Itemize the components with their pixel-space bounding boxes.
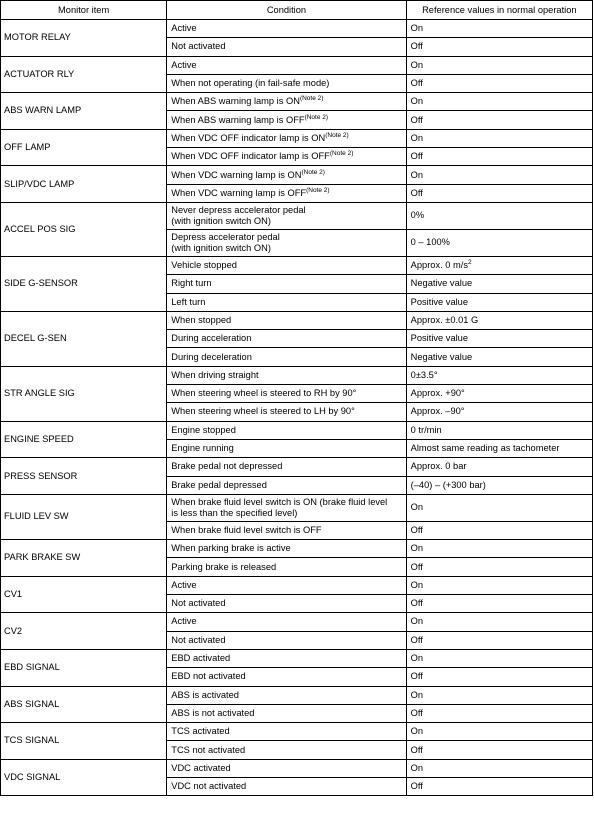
condition-cell xyxy=(167,148,406,166)
header-monitor-item: Monitor item xyxy=(1,1,167,20)
condition-cell xyxy=(167,723,406,741)
reference-value-text: Off xyxy=(410,634,423,645)
condition-text: When VDC warning lamp is ON xyxy=(171,169,302,180)
reference-value-cell xyxy=(406,111,592,129)
condition-cell xyxy=(167,385,406,403)
condition-cell xyxy=(167,704,406,722)
reference-value-text: Approx. 0 m/s xyxy=(410,260,469,271)
condition-cell xyxy=(167,256,406,274)
reference-value-cell xyxy=(406,631,592,649)
table-row xyxy=(1,56,593,74)
monitor-item-cell: PRESS SENSOR xyxy=(1,458,167,495)
reference-value-text: (–40) – (+300 bar) xyxy=(410,479,486,490)
table-row xyxy=(1,20,593,38)
condition-text: Brake pedal not depressed xyxy=(171,461,283,472)
reference-value-cell xyxy=(406,421,592,439)
note-reference: (Note 2) xyxy=(304,113,329,121)
reference-value-cell xyxy=(406,458,592,476)
condition-text: Active xyxy=(171,23,197,34)
condition-text: VDC activated xyxy=(171,762,231,773)
condition-cell xyxy=(167,56,406,74)
condition-text: VDC not activated xyxy=(171,781,247,792)
reference-value-text: On xyxy=(410,543,424,554)
reference-value-text: On xyxy=(410,579,424,590)
reference-value-text: On xyxy=(410,169,424,180)
monitor-item-cell: FLUID LEV SW xyxy=(1,494,167,539)
condition-cell xyxy=(167,759,406,777)
reference-value-cell xyxy=(406,38,592,56)
reference-value-cell xyxy=(406,56,592,74)
condition-line: Never depress accelerator pedal xyxy=(171,204,306,215)
table-row xyxy=(1,93,593,111)
condition-text: When ABS warning lamp is OFF xyxy=(171,114,305,125)
condition-cell xyxy=(167,558,406,576)
table-row xyxy=(1,540,593,558)
condition-text: Not activated xyxy=(171,598,226,609)
reference-value-cell xyxy=(406,74,592,92)
condition-text: Not activated xyxy=(171,41,226,52)
condition-text: Vehicle stopped xyxy=(171,260,237,271)
reference-value-text: Positive value xyxy=(410,296,469,307)
condition-cell xyxy=(167,521,406,539)
reference-value-text: Off xyxy=(410,41,423,52)
reference-value-cell xyxy=(406,540,592,558)
reference-value-cell xyxy=(406,293,592,311)
reference-value-text: On xyxy=(410,653,424,664)
condition-text: When parking brake is active xyxy=(171,543,291,554)
reference-value-cell xyxy=(406,704,592,722)
condition-text: Active xyxy=(171,579,197,590)
header-condition: Condition xyxy=(167,1,406,20)
reference-value-cell xyxy=(406,311,592,329)
reference-value-text: Approx. ±0.01 G xyxy=(410,315,479,325)
monitor-item-cell: STR ANGLE SIG xyxy=(1,366,167,421)
reference-value-text: 0 tr/min xyxy=(410,424,442,435)
reference-value-text: Almost same reading as tachometer xyxy=(410,443,560,454)
condition-cell xyxy=(167,403,406,421)
condition-cell xyxy=(167,74,406,92)
condition-cell xyxy=(167,229,406,256)
reference-value-text: On xyxy=(410,59,424,70)
condition-text: When brake fluid level switch is OFF xyxy=(171,524,322,535)
table-row xyxy=(1,649,593,667)
reference-value-text: Off xyxy=(410,524,423,535)
reference-value-text: 0 – 100% xyxy=(410,237,450,248)
note-reference: (Note 2) xyxy=(329,150,354,158)
condition-text: ABS is not activated xyxy=(171,707,255,718)
condition-text: During deceleration xyxy=(171,351,252,362)
note-reference: (Note 2) xyxy=(325,131,349,139)
condition-cell xyxy=(167,458,406,476)
condition-text: When steering wheel is steered to RH by 90° xyxy=(171,388,357,399)
condition-text: TCS activated xyxy=(171,726,230,737)
condition-text: During acceleration xyxy=(171,333,252,344)
reference-value-cell xyxy=(406,229,592,256)
reference-value-cell xyxy=(406,348,592,366)
reference-value-text: On xyxy=(410,689,424,700)
monitor-item-cell: ABS SIGNAL xyxy=(1,686,167,723)
reference-value-cell xyxy=(406,20,592,38)
reference-value-text: On xyxy=(410,23,424,34)
reference-value-text: Off xyxy=(410,744,423,755)
condition-cell xyxy=(167,439,406,457)
reference-value-cell xyxy=(406,668,592,686)
reference-value-cell xyxy=(406,148,592,166)
table-row xyxy=(1,366,593,384)
condition-cell xyxy=(167,184,406,202)
condition-line: (with ignition switch ON) xyxy=(171,242,271,253)
monitor-item-cell: SLIP/VDC LAMP xyxy=(1,166,167,203)
condition-cell xyxy=(167,38,406,56)
condition-text: Active xyxy=(171,616,197,627)
reference-value-text: On xyxy=(410,726,424,737)
reference-value-cell xyxy=(406,649,592,667)
condition-text: Parking brake is released xyxy=(171,561,277,572)
condition-cell xyxy=(167,111,406,129)
table-row xyxy=(1,166,593,184)
condition-text: EBD activated xyxy=(171,653,231,664)
monitor-item-cell: ACCEL POS SIG xyxy=(1,202,167,256)
table-row xyxy=(1,202,593,229)
condition-text: Not activated xyxy=(171,634,226,645)
reference-value-text: On xyxy=(410,616,424,627)
condition-text: ABS is activated xyxy=(171,689,239,700)
condition-cell xyxy=(167,649,406,667)
monitor-item-cell: MOTOR RELAY xyxy=(1,20,167,57)
condition-cell xyxy=(167,476,406,494)
condition-line: Depress accelerator pedal xyxy=(171,231,280,242)
reference-value-cell xyxy=(406,476,592,494)
table-row xyxy=(1,723,593,741)
condition-cell xyxy=(167,595,406,613)
reference-value-text: Positive value xyxy=(410,333,469,344)
reference-value-cell xyxy=(406,129,592,147)
monitor-item-cell: CV2 xyxy=(1,613,167,650)
monitor-item-cell: PARK BRAKE SW xyxy=(1,540,167,577)
monitor-item-cell: DECEL G-SEN xyxy=(1,311,167,366)
monitor-item-cell: ACTUATOR RLY xyxy=(1,56,167,93)
table-row xyxy=(1,686,593,704)
reference-value-cell xyxy=(406,93,592,111)
monitor-item-cell: ABS WARN LAMP xyxy=(1,93,167,130)
condition-cell xyxy=(167,293,406,311)
reference-value-text: Off xyxy=(410,598,423,609)
monitor-item-cell: VDC SIGNAL xyxy=(1,759,167,796)
reference-value-cell xyxy=(406,330,592,348)
table-row xyxy=(1,421,593,439)
condition-text: Active xyxy=(171,59,197,70)
condition-cell xyxy=(167,777,406,795)
condition-line: When brake fluid level switch is ON (brake fluid level xyxy=(171,496,388,507)
reference-value-cell xyxy=(406,521,592,539)
reference-value-cell xyxy=(406,439,592,457)
reference-value-text: Off xyxy=(410,561,423,572)
condition-text: Engine stopped xyxy=(171,424,236,435)
reference-value-text: 0±3.5° xyxy=(410,369,438,380)
condition-text: EBD not activated xyxy=(171,671,246,682)
condition-cell xyxy=(167,20,406,38)
condition-cell xyxy=(167,366,406,384)
reference-value-cell xyxy=(406,613,592,631)
table-row xyxy=(1,494,593,521)
reference-value-cell xyxy=(406,723,592,741)
reference-value-text: Off xyxy=(410,707,423,718)
condition-cell xyxy=(167,540,406,558)
reference-value-cell xyxy=(406,558,592,576)
condition-cell xyxy=(167,348,406,366)
reference-value-text: On xyxy=(410,132,424,143)
condition-text: When VDC warning lamp is OFF xyxy=(171,187,307,198)
reference-value-cell xyxy=(406,686,592,704)
table-row xyxy=(1,759,593,777)
reference-value-cell xyxy=(406,184,592,202)
condition-text: Right turn xyxy=(171,278,212,289)
reference-value-text: Off xyxy=(410,78,423,89)
reference-value-cell xyxy=(406,202,592,229)
table-body xyxy=(1,20,593,796)
note-reference: (Note 2) xyxy=(306,186,330,194)
reference-value-text: On xyxy=(410,502,424,513)
reference-value-cell xyxy=(406,777,592,795)
condition-text: When steering wheel is steered to LH by 90° xyxy=(171,406,355,417)
table-header-row xyxy=(1,1,593,20)
condition-cell xyxy=(167,330,406,348)
reference-value-text: Approx. –90° xyxy=(410,406,465,417)
table-row xyxy=(1,256,593,274)
reference-value-text: Off xyxy=(410,187,423,198)
reference-value-text: 0% xyxy=(410,210,425,221)
condition-cell xyxy=(167,741,406,759)
condition-cell xyxy=(167,494,406,521)
reference-value-text: On xyxy=(410,96,424,107)
condition-text: When ABS warning lamp is ON xyxy=(171,96,300,107)
condition-text: When VDC OFF indicator lamp is ON xyxy=(171,132,326,143)
condition-cell xyxy=(167,631,406,649)
table-row xyxy=(1,458,593,476)
condition-cell xyxy=(167,202,406,229)
condition-line: is less than the specified level) xyxy=(171,507,298,518)
condition-cell xyxy=(167,686,406,704)
table-row xyxy=(1,129,593,147)
condition-cell xyxy=(167,93,406,111)
reference-value-text: Off xyxy=(410,671,423,682)
reference-value-text: Approx. 0 bar xyxy=(410,461,467,472)
condition-cell xyxy=(167,166,406,184)
condition-text: Left turn xyxy=(171,296,206,307)
condition-text: When stopped xyxy=(171,315,232,325)
reference-value-text: Negative value xyxy=(410,351,473,362)
table-row xyxy=(1,576,593,594)
condition-text: When not operating (in fail-safe mode) xyxy=(171,78,330,89)
reference-value-cell xyxy=(406,166,592,184)
reference-value-text: On xyxy=(410,762,424,773)
condition-cell xyxy=(167,421,406,439)
monitor-item-cell: SIDE G-SENSOR xyxy=(1,256,167,311)
reference-value-cell xyxy=(406,275,592,293)
condition-cell xyxy=(167,576,406,594)
unit-superscript: 2 xyxy=(468,259,472,267)
monitor-item-cell: OFF LAMP xyxy=(1,129,167,166)
note-reference: (Note 2) xyxy=(301,168,325,176)
reference-value-cell xyxy=(406,366,592,384)
condition-line: (with ignition switch ON) xyxy=(171,215,271,226)
condition-cell xyxy=(167,311,406,329)
reference-value-text: Negative value xyxy=(410,278,473,289)
table-row xyxy=(1,613,593,631)
reference-value-text: Off xyxy=(410,114,423,125)
condition-text: TCS not activated xyxy=(171,744,246,755)
table-row xyxy=(1,311,593,329)
reference-value-cell xyxy=(406,403,592,421)
monitor-item-cell: CV1 xyxy=(1,576,167,613)
reference-value-text: Approx. +90° xyxy=(410,388,465,399)
condition-text: When driving straight xyxy=(171,369,259,380)
monitor-item-cell: TCS SIGNAL xyxy=(1,723,167,760)
reference-value-cell xyxy=(406,759,592,777)
reference-value-cell xyxy=(406,385,592,403)
condition-cell xyxy=(167,668,406,686)
monitor-item-cell: ENGINE SPEED xyxy=(1,421,167,458)
reference-value-cell xyxy=(406,494,592,521)
header-reference-values: Reference values in normal operation xyxy=(406,1,592,20)
reference-value-text: Off xyxy=(410,781,423,792)
condition-cell xyxy=(167,129,406,147)
condition-cell xyxy=(167,613,406,631)
condition-text: Engine running xyxy=(171,443,234,454)
note-reference: (Note 2) xyxy=(299,95,324,103)
condition-text: When VDC OFF indicator lamp is OFF xyxy=(171,151,330,162)
monitor-item-cell: EBD SIGNAL xyxy=(1,649,167,686)
reference-value-cell xyxy=(406,256,592,274)
reference-value-cell xyxy=(406,595,592,613)
reference-value-cell xyxy=(406,576,592,594)
condition-cell xyxy=(167,275,406,293)
condition-text: Brake pedal depressed xyxy=(171,479,267,490)
reference-value-cell xyxy=(406,741,592,759)
reference-value-text: Off xyxy=(410,151,423,162)
